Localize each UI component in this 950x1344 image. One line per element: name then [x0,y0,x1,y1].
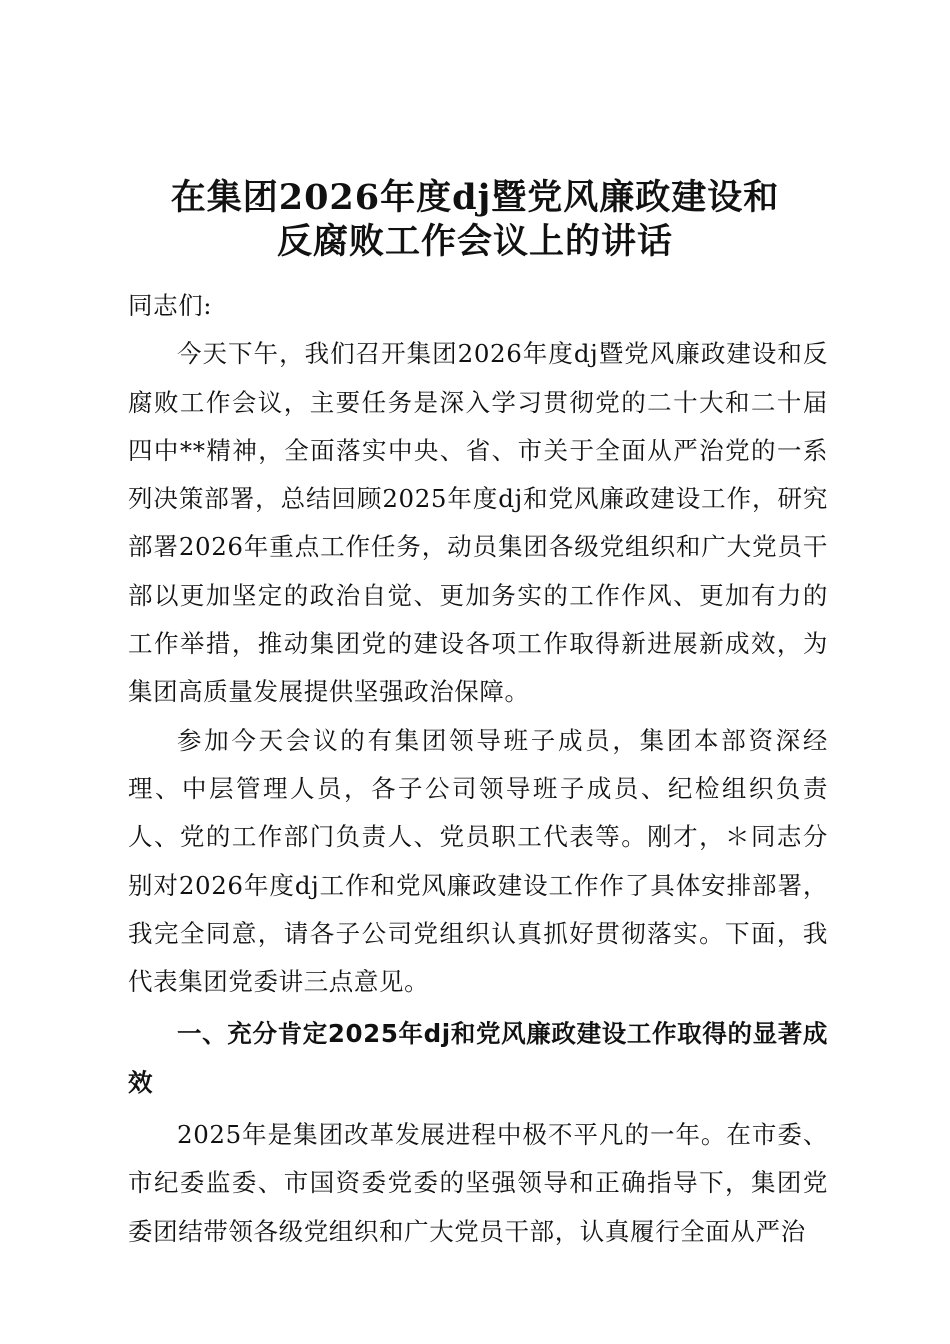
paragraph-opening: 今天下午，我们召开集团2026年度dj暨党风廉政建设和反腐败工作会议，主要任务是深入学习贯彻党的二十大和二十届四中**精神，全面落实中央、省、市关于全面从严治党的一系列决策部署，总结回顾2025年度dj和党风廉政建设工作，研究部署2026年重点工作任务，动员集团各级党组织和广大党员干部以更加坚定的政治自觉、更加务实的工作作风、更加有力的工作举措，推动集团党的建设各项工作取得新进展新成效，为集团高质量发展提供坚强政治保障。 [128,339,828,707]
document-title-line-2: 反腐败工作会议上的讲话 [276,221,673,262]
salutation: 同志们: [128,291,213,320]
document-body [128,282,828,1256]
paragraph-section-1: 2025年是集团改革发展进程中极不平凡的一年。在市委、市纪委监委、市国资委党委的坚强领导和正确指导下，集团党委团结带领各级党组织和广大党员干部，认真履行全面从严治 [128,1120,828,1246]
section-heading-1: 一、充分肯定2025年dj和党风廉政建设工作取得的显著成效 [128,1019,828,1097]
document-title-line-1: 在集团2026年度dj暨党风廉政建设和 [170,177,780,218]
paragraph-attendees: 参加今天会议的有集团领导班子成员，集团本部资深经理、中层管理人员，各子公司领导班子成员、纪检组织负责人、党的工作部门负责人、党员职工代表等。刚才，＊同志分别对2026年度dj工作和党风廉政建设工作作了具体安排部署，我完全同意，请各子公司党组织认真抓好贯彻落实。下面，我代表集团党委讲三点意见。 [128,725,828,997]
